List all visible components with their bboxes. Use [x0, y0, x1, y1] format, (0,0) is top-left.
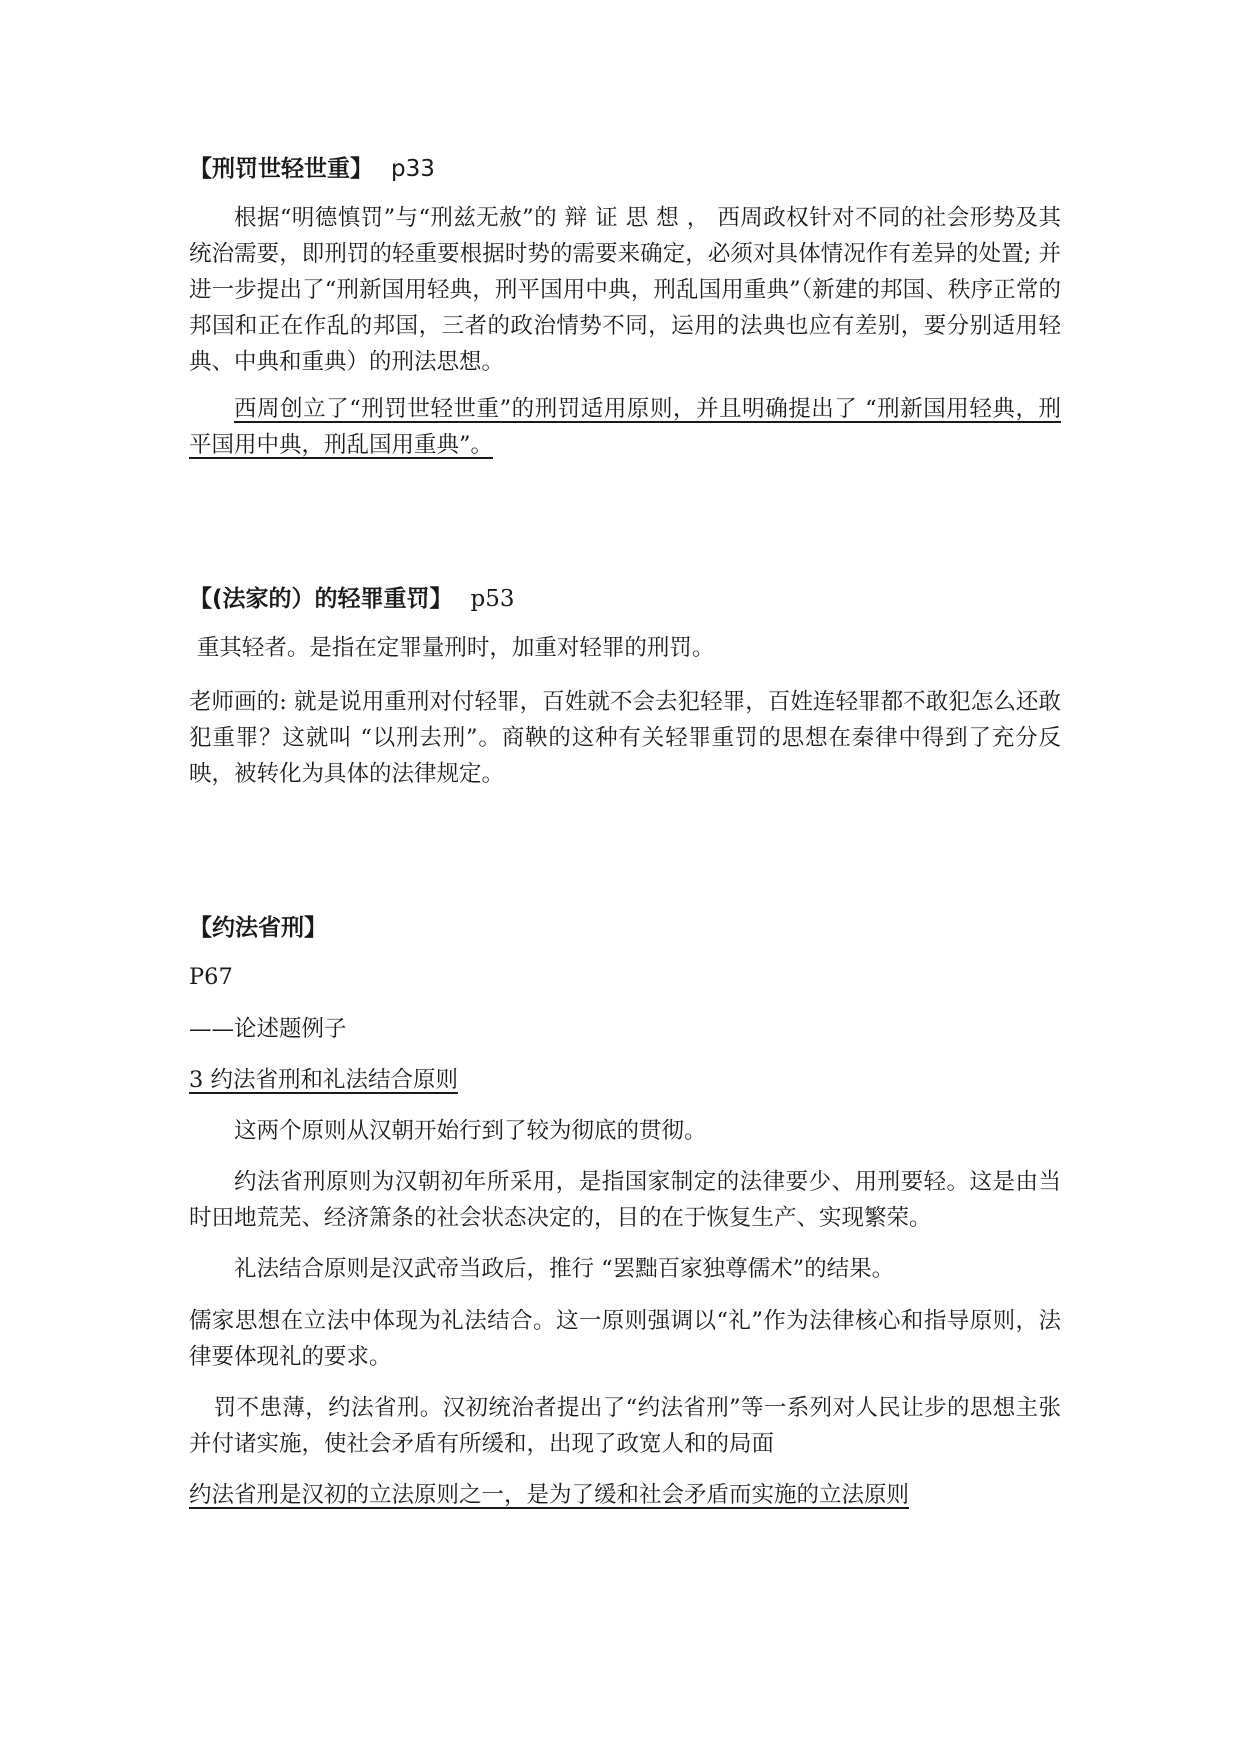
heading-text: 【约法省刑】: [189, 915, 327, 941]
underlined-text: 3 约法省刑和礼法结合原则: [189, 1067, 458, 1093]
underlined-paragraph: [189, 1477, 1061, 1513]
heading-text: 【(法家的）的轻罪重罚】: [189, 586, 453, 612]
subtitle: ——论述题例子: [189, 1016, 347, 1042]
paragraph: 老师画的: 就是说用重刑对付轻罪，百姓就不会去犯轻罪，百姓连轻罪都不敢犯怎么还敢犯重罪？这就叫 “以刑去刑”。商鞅的这种有关轻罪重罚的思想在秦律中得到了充分反映，被转化为具体的法律规定。: [189, 689, 1061, 787]
page-reference: P67: [189, 964, 233, 990]
page-reference: p53: [470, 586, 515, 612]
underlined-text: 约法省刑是汉初的立法原则之一，是为了缓和社会矛盾而实施的立法原则: [189, 1482, 910, 1508]
paragraph: 重其轻者。是指在定罪量刑时，加重对轻罪的刑罚。: [196, 635, 715, 661]
paragraph: 这两个原则从汉朝开始行到了较为彻底的贯彻。: [234, 1118, 707, 1144]
section-heading-2: [189, 582, 515, 616]
paragraph: 礼法结合原则是汉武帝当政后，推行 “罢黜百家独尊儒术”的结果。: [234, 1256, 895, 1282]
principle-title: [189, 1063, 458, 1097]
underlined-text: 西周创立了“刑罚世轻世重”的刑罚适用原则，并且明确提出了 “刑新国用轻典，刑平国用中典，刑乱国用重典”。: [189, 396, 1061, 458]
section-heading-3: [189, 911, 327, 945]
underlined-paragraph: [189, 391, 1061, 463]
paragraph: 约法省刑原则为汉朝初年所采用，是指国家制定的法律要少、用刑要轻。这是由当时田地荒芜、经济箫条的社会状态决定的，目的在于恢复生产、实现繁荣。: [189, 1169, 1061, 1231]
page-reference: p33: [391, 156, 435, 182]
paragraph: 儒家思想在立法中体现为礼法结合。这一原则强调以“礼”作为法律核心和指导原则，法律要体现礼的要求。: [189, 1308, 1061, 1370]
paragraph: 根据“明德慎罚”与“刑兹无赦”的 辩 证 思 想 ， 西周政权针对不同的社会形势及其统治需要，即刑罚的轻重要根据时势的需要来确定，必须对具体情况作有差异的处置; 并进一步提出了“刑新国用轻典，刑平国用中典，刑乱国用重典”（新建的邦国、秩序正常的邦国和正在作乱的邦国，三者的政治情势不同，运用的法典也应有差别，要分别适用轻典、中典和重典）的刑法思想。: [189, 205, 1061, 375]
paragraph: 罚不患薄，约法省刑。汉初统治者提出了“约法省刑”等一系列对人民让步的思想主张并付诸实施，使社会矛盾有所缓和，出现了政宽人和的局面: [189, 1395, 1061, 1457]
section-heading-1: [189, 152, 435, 186]
heading-text: 【刑罚世轻世重】: [189, 156, 373, 182]
